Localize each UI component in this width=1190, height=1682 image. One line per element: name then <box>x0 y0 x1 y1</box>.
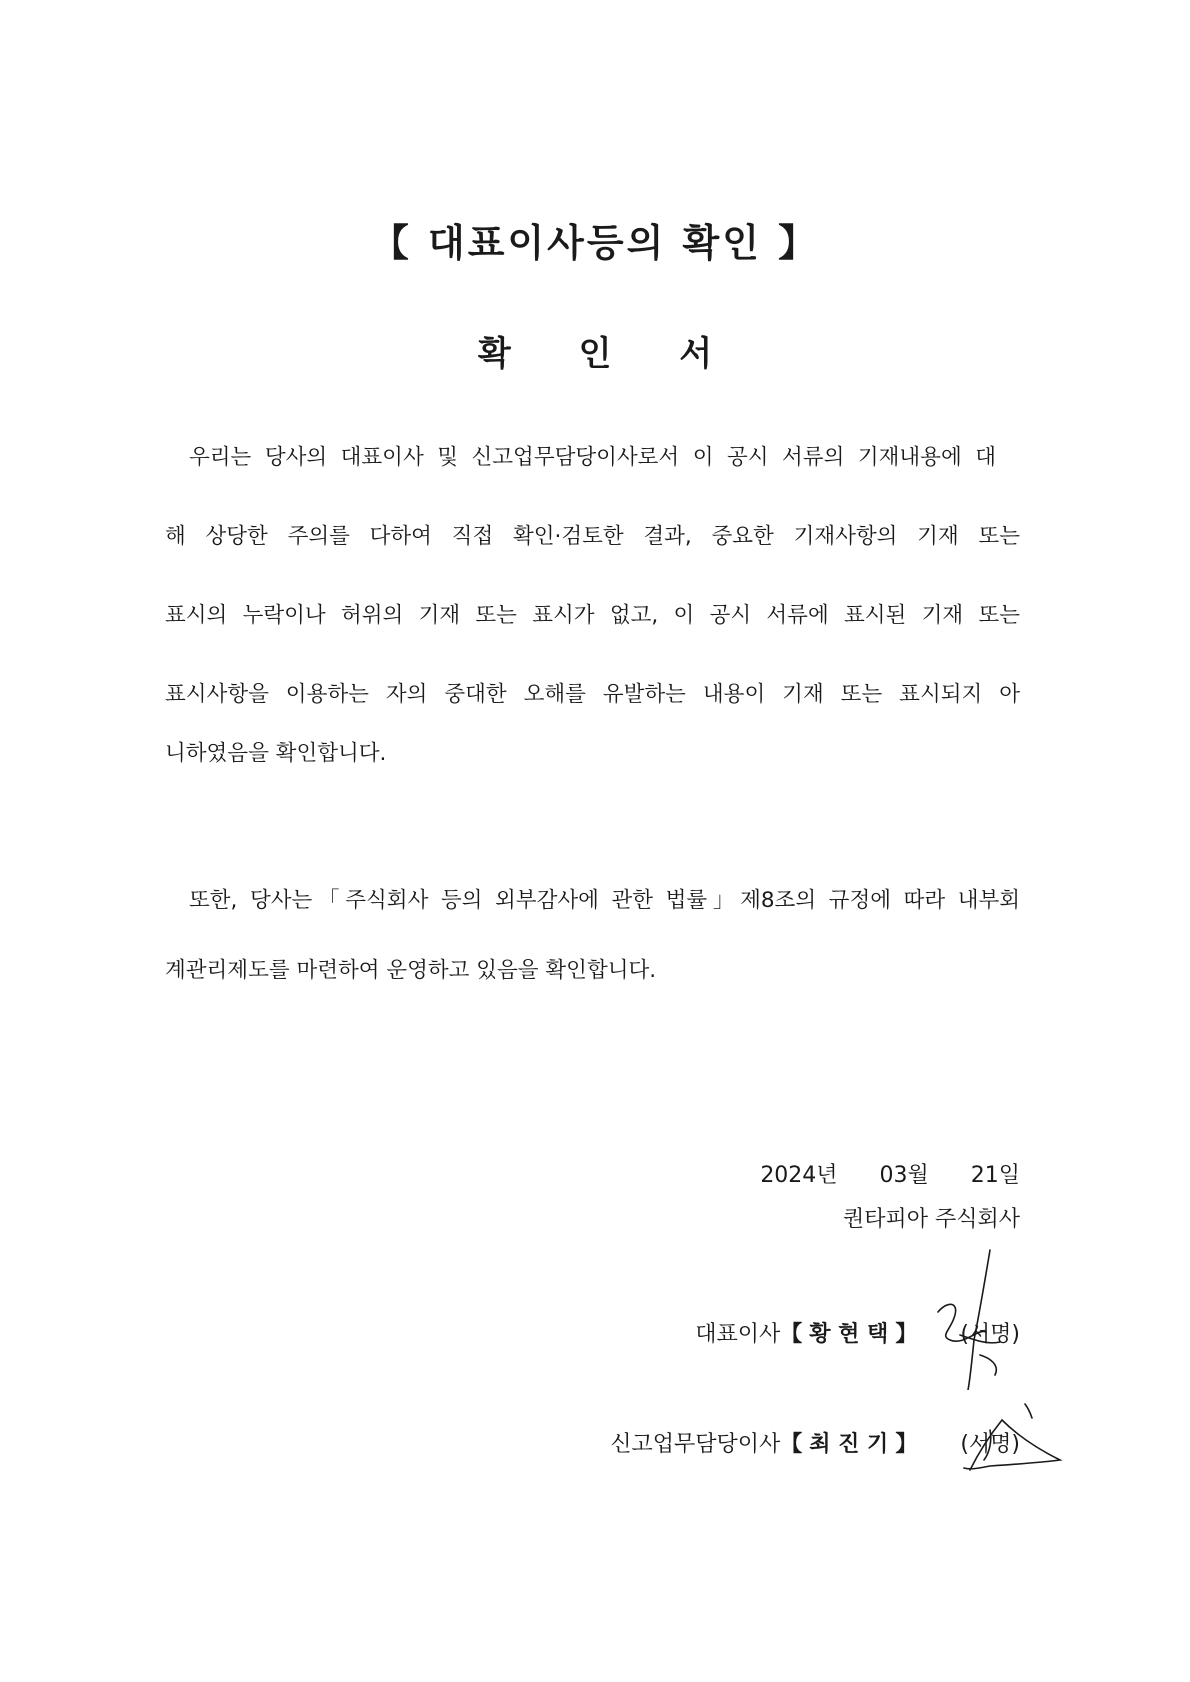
signatory-name: 황 현 택 <box>809 1322 889 1347</box>
paragraph-2-line: 또한, 당사는「주식회사 등의 외부감사에 관한 법률」제8조의 규정에 따라 내부회 <box>189 888 1020 913</box>
paragraph-1-line: 우리는 당사의 대표이사 및 신고업무담당이사로서 이 공시 서류의 기재내용에 대 <box>189 445 996 470</box>
ceo-handwritten-signature <box>930 1240 1030 1390</box>
paragraph-1-line: 표시의 누락이나 허위의 기재 또는 표시가 없고, 이 공시 서류에 표시된 기재 또는 <box>165 603 1020 628</box>
date-year: 2024년 <box>760 1163 838 1188</box>
paragraph-1-line: 표시사항을 이용하는 자의 중대한 오해를 유발하는 내용이 기재 또는 표시되지 아 <box>165 682 1020 707</box>
signatory-role: 신고업무담당이사 <box>610 1432 781 1457</box>
paragraph-1-line: 해 상당한 주의를 다하여 직접 확인·검토한 결과, 중요한 기재사항의 기재 또는 <box>165 524 1020 549</box>
date-month: 03월 <box>879 1163 929 1188</box>
sign-label: (서명) <box>960 1322 1020 1347</box>
document-title: 【 대표이사등의 확인 】 <box>370 221 820 265</box>
ceo-signature-row: 대표이사【 황 현 택 】 (서명) <box>695 1322 1020 1347</box>
sign-label: (서명) <box>960 1432 1020 1457</box>
signatory-role: 대표이사 <box>695 1322 781 1347</box>
document-subtitle: 확 인 서 <box>477 334 741 374</box>
date-day: 21일 <box>970 1163 1020 1188</box>
company-name: 퀀타피아 주식회사 <box>842 1207 1020 1232</box>
reporting-director-signature-row: 신고업무담당이사【 최 진 기 】 (서명) <box>610 1432 1020 1457</box>
signatory-name: 최 진 기 <box>809 1432 889 1457</box>
director-handwritten-signature <box>950 1390 1070 1500</box>
paragraph-1-line: 니하였음을 확인합니다. <box>165 741 387 766</box>
paragraph-2-line: 계관리제도를 마련하여 운영하고 있음을 확인합니다. <box>165 958 657 983</box>
